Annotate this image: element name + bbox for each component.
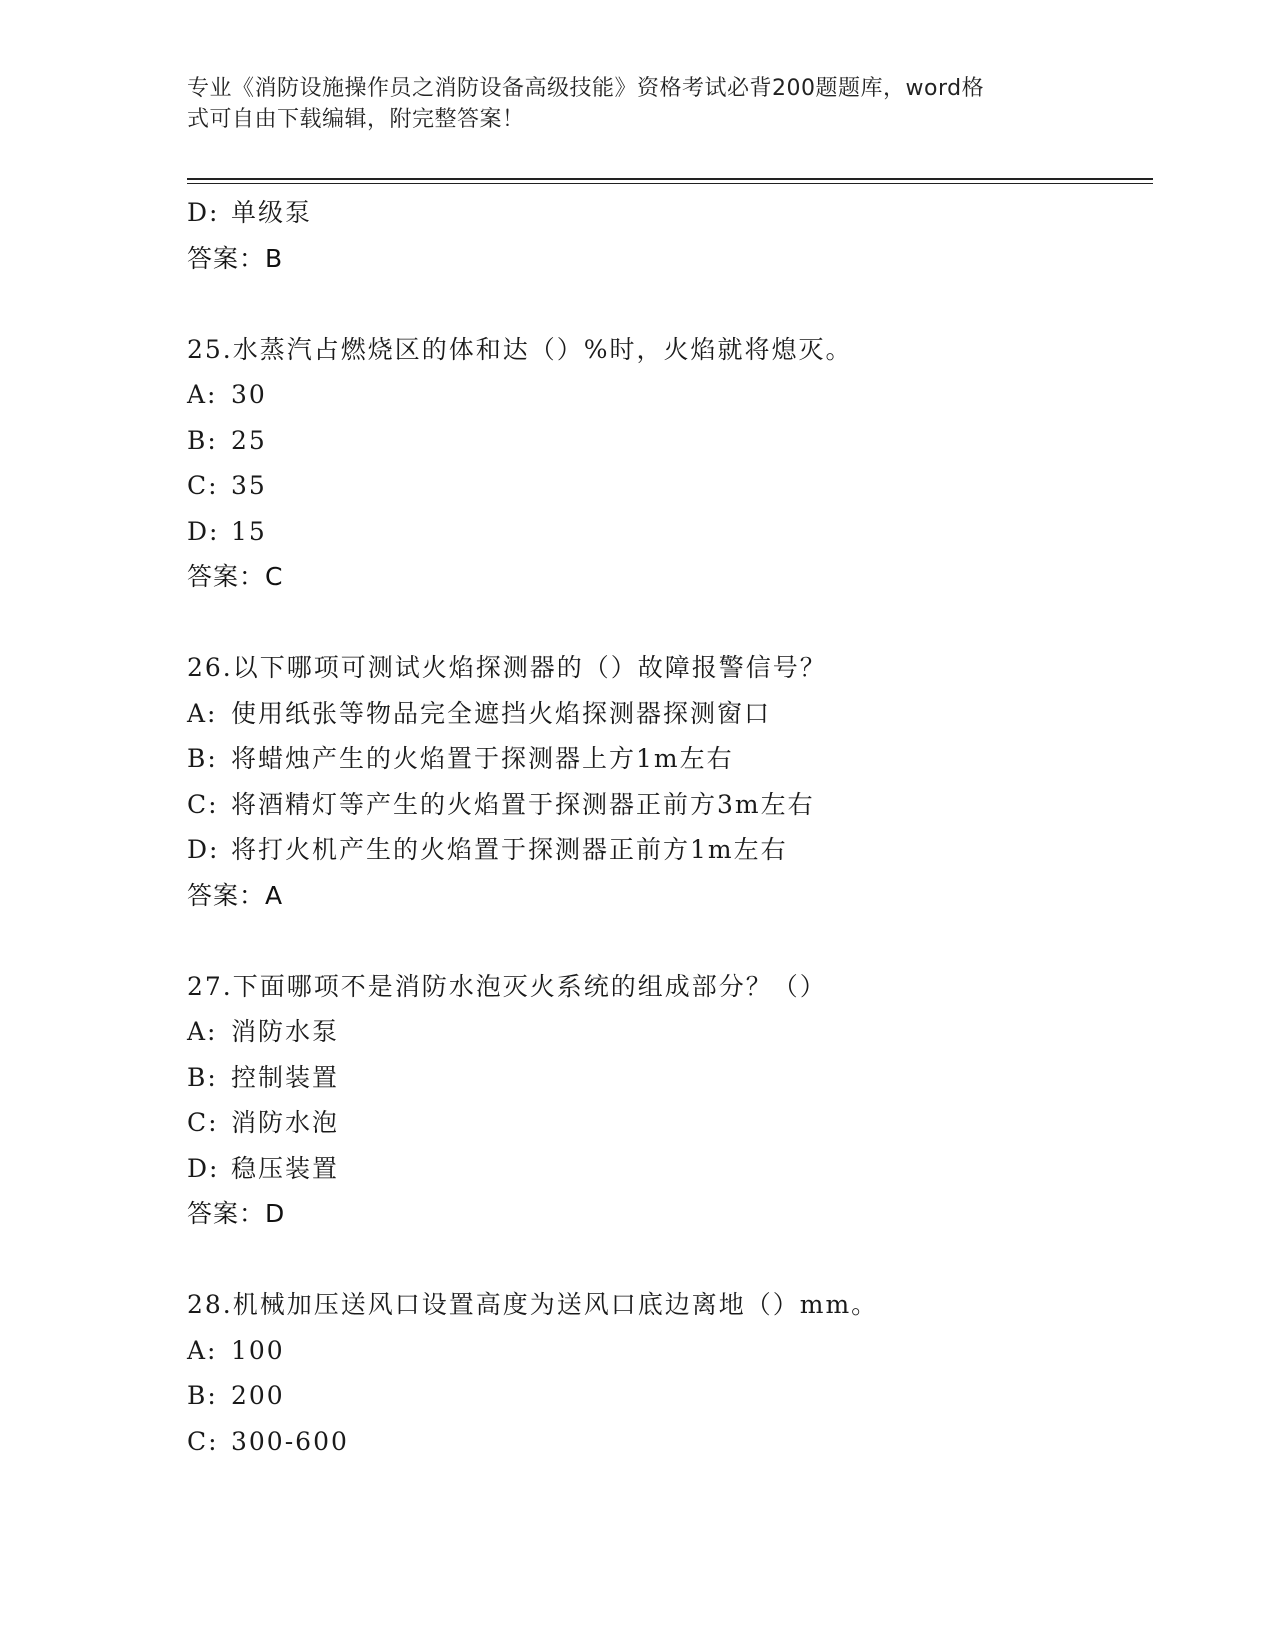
option-d [187,509,1153,555]
option-d [187,1146,1153,1192]
option-a [187,372,1153,418]
option-b [187,1055,1153,1101]
option-text: 将蜡烛产生的火焰置于探测器上方1m左右 [231,744,734,773]
option-key: A: [187,1335,218,1365]
option-key: D: [187,1153,220,1183]
question-content [187,190,1153,1464]
option-text: 控制装置 [231,1062,340,1092]
header-rule-thick [187,178,1153,180]
header-line-1: 专业《消防设施操作员之消防设备高级技能》资格考试必背200题题库，word格 [187,76,985,101]
option-key: C: [187,1108,219,1137]
option-b [187,1373,1153,1419]
option-text: 将酒精灯等产生的火焰置于探测器正前方3m左右 [231,789,815,819]
option-text: 30 [231,380,267,409]
question-stem: 25.水蒸汽占燃烧区的体和达（）%时，火焰就将熄灭。 [187,334,853,364]
option-key: B: [187,744,218,773]
header-line-2: 式可自由下载编辑，附完整答案！ [187,107,525,132]
option-a [187,1009,1153,1055]
header-rule-thin [187,183,1153,184]
answer-line: 答案：B [187,243,284,273]
option-c [187,782,1153,828]
option-text: 消防水泵 [231,1017,340,1046]
answer-line: 答案：D [187,1199,286,1228]
option-key: D: [187,835,220,864]
option-b [187,418,1153,464]
option-text: 消防水泡 [231,1108,340,1137]
option-c [187,1100,1153,1146]
option-text: 单级泵 [231,198,313,227]
option-text: 25 [231,425,267,455]
option-key: C: [187,1426,219,1456]
option-key: C: [187,471,219,500]
option-text: 200 [231,1381,285,1410]
option-key: B: [187,1381,218,1410]
option-a [187,691,1153,737]
option-c [187,463,1153,509]
option-c [187,1419,1153,1465]
option-key: C: [187,789,219,819]
option-text: 15 [231,516,267,546]
question-stem: 26.以下哪项可测试火焰探测器的（）故障报警信号？ [187,653,827,682]
option-key: D: [187,198,220,227]
document-header [187,73,1077,135]
option-text: 将打火机产生的火焰置于探测器正前方1m左右 [231,835,788,864]
option-key: A: [187,380,218,409]
option-key: B: [187,425,218,455]
option-text: 稳压装置 [231,1153,340,1183]
option-key: B: [187,1062,218,1092]
option-d [187,827,1153,873]
option-key: A: [187,698,218,728]
option-d [187,190,1153,236]
option-text: 使用纸张等物品完全遮挡火焰探测器探测窗口 [231,698,772,728]
option-text: 35 [231,471,267,500]
answer-line: 答案：A [187,880,284,910]
option-key: A: [187,1017,218,1046]
option-a [187,1328,1153,1374]
answer-line: 答案：C [187,562,284,591]
question-stem: 28.机械加压送风口设置高度为送风口底边离地（）mm。 [187,1290,879,1319]
option-text: 300-600 [231,1426,349,1456]
option-key: D: [187,516,220,546]
option-b [187,736,1153,782]
option-text: 100 [231,1335,285,1365]
question-stem: 27.下面哪项不是消防水泡灭火系统的组成部分？（） [187,971,827,1001]
